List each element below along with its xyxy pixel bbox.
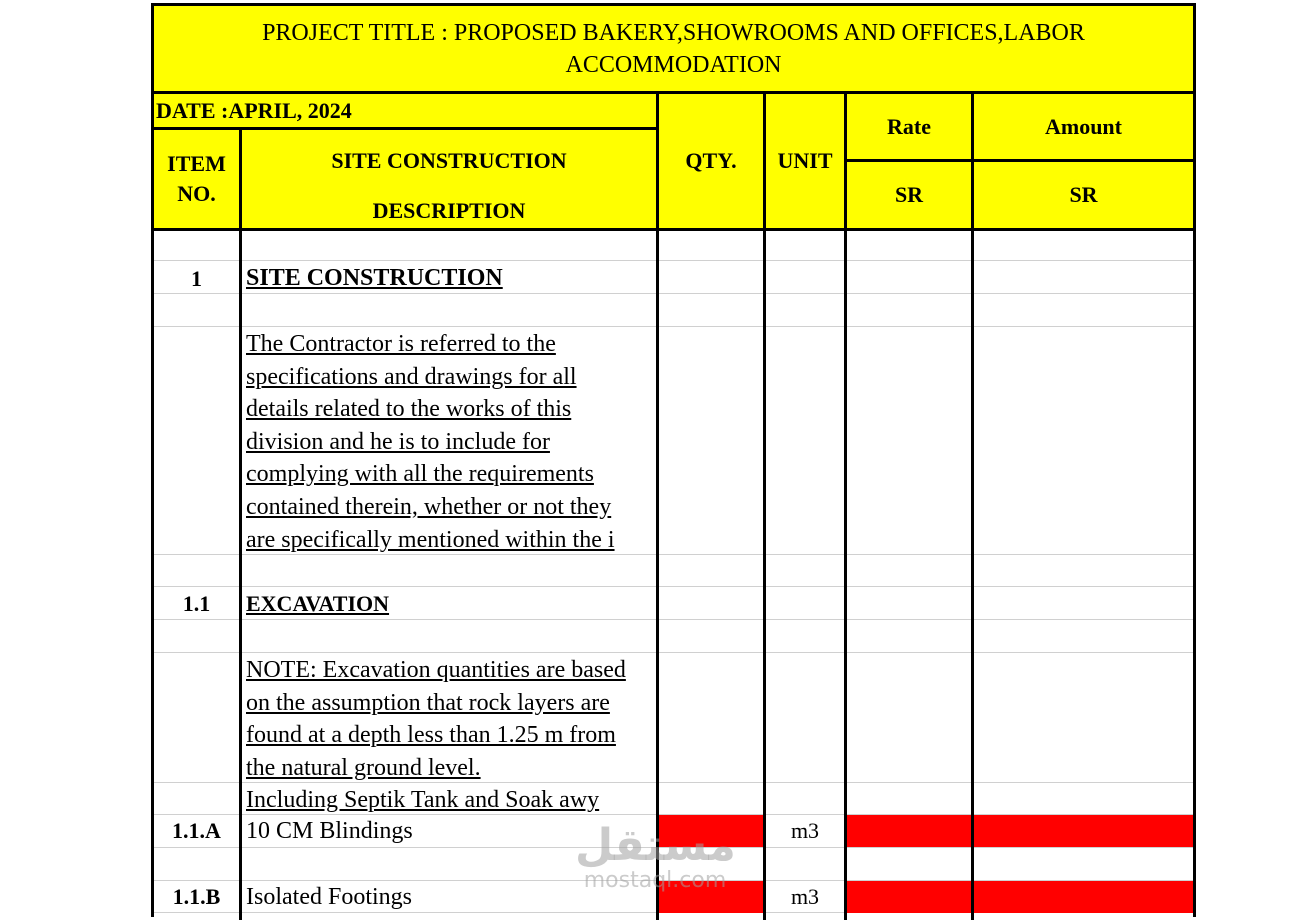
excavation-note-line: the natural ground level.: [246, 754, 481, 781]
watermark-arabic: مستقل: [575, 820, 736, 871]
unit-1-1-b: m3: [790, 884, 820, 909]
item-no-1-1-a: 1.1.A: [172, 818, 221, 843]
description-line1: SITE CONSTRUCTION: [331, 148, 567, 173]
amount-label: Amount: [1044, 113, 1122, 139]
description-header: [242, 130, 656, 228]
amount-cell-1-1-b: [974, 881, 1193, 913]
watermark-latin: mostaql.com: [583, 868, 727, 893]
excavation-note: [246, 654, 626, 817]
general-note-line: details related to the works of this: [246, 396, 572, 423]
excavation-note-line: on the assumption that rock layers are: [246, 689, 610, 716]
excavation-note-line: Including Septik Tank and Soak awy: [246, 787, 600, 814]
description-1-1-b: Isolated Footings: [246, 884, 412, 910]
item-no-label: ITEM NO.: [167, 151, 226, 206]
rate-cell-1-1-a: [847, 815, 971, 847]
amount-currency-header: [974, 162, 1193, 228]
date-cell: [154, 94, 656, 127]
excavation-note-line: NOTE: Excavation quantities are based: [246, 657, 626, 683]
project-title: PROJECT TITLE : PROPOSED BAKERY,SHOWROOMS AND OFFICES,LABOR ACCOMMODATION: [154, 6, 1193, 94]
amount-cell-1-1-a: [974, 815, 1193, 847]
general-note-line: The Contractor is referred to the: [246, 331, 556, 357]
date-label: DATE :APRIL, 2024: [156, 97, 352, 123]
unit-1-1-a: m3: [790, 818, 820, 843]
description-1-1-a: 10 CM Blindings: [246, 818, 413, 844]
amount-header: [974, 94, 1193, 159]
unit-header: [766, 94, 844, 228]
boq-sheet: [151, 3, 1196, 917]
item-no-1-1: 1.1: [182, 591, 211, 616]
general-note-line: specifications and drawings for all: [246, 363, 577, 390]
rate-cell-1-1-b: [847, 881, 971, 913]
general-note-line: complying with all the requirements: [246, 461, 594, 488]
amount-currency-label: SR: [1069, 182, 1098, 207]
rate-label: Rate: [887, 113, 931, 139]
watermark-logo: [575, 822, 735, 892]
qty-header: [659, 94, 763, 228]
qty-label: QTY.: [685, 148, 737, 173]
subsection-title: EXCAVATION: [246, 591, 390, 616]
general-note-line: are specifically mentioned within the i: [246, 526, 615, 553]
item-no-header: [154, 130, 239, 228]
general-note-line: contained therein, whether or not they: [246, 493, 612, 520]
item-no-1-1-b: 1.1.B: [172, 884, 221, 909]
general-note-line: division and he is to include for: [246, 428, 550, 455]
description-line2: DESCRIPTION: [372, 198, 526, 223]
unit-label: UNIT: [777, 148, 833, 173]
rate-header: [847, 94, 971, 159]
excavation-note-line: found at a depth less than 1.25 m from: [246, 722, 616, 749]
rate-currency-label: SR: [894, 182, 924, 207]
section-title: SITE CONSTRUCTION: [246, 265, 503, 291]
rate-currency-header: [847, 162, 971, 228]
item-no-1: 1: [191, 266, 202, 291]
general-note: [246, 328, 615, 556]
